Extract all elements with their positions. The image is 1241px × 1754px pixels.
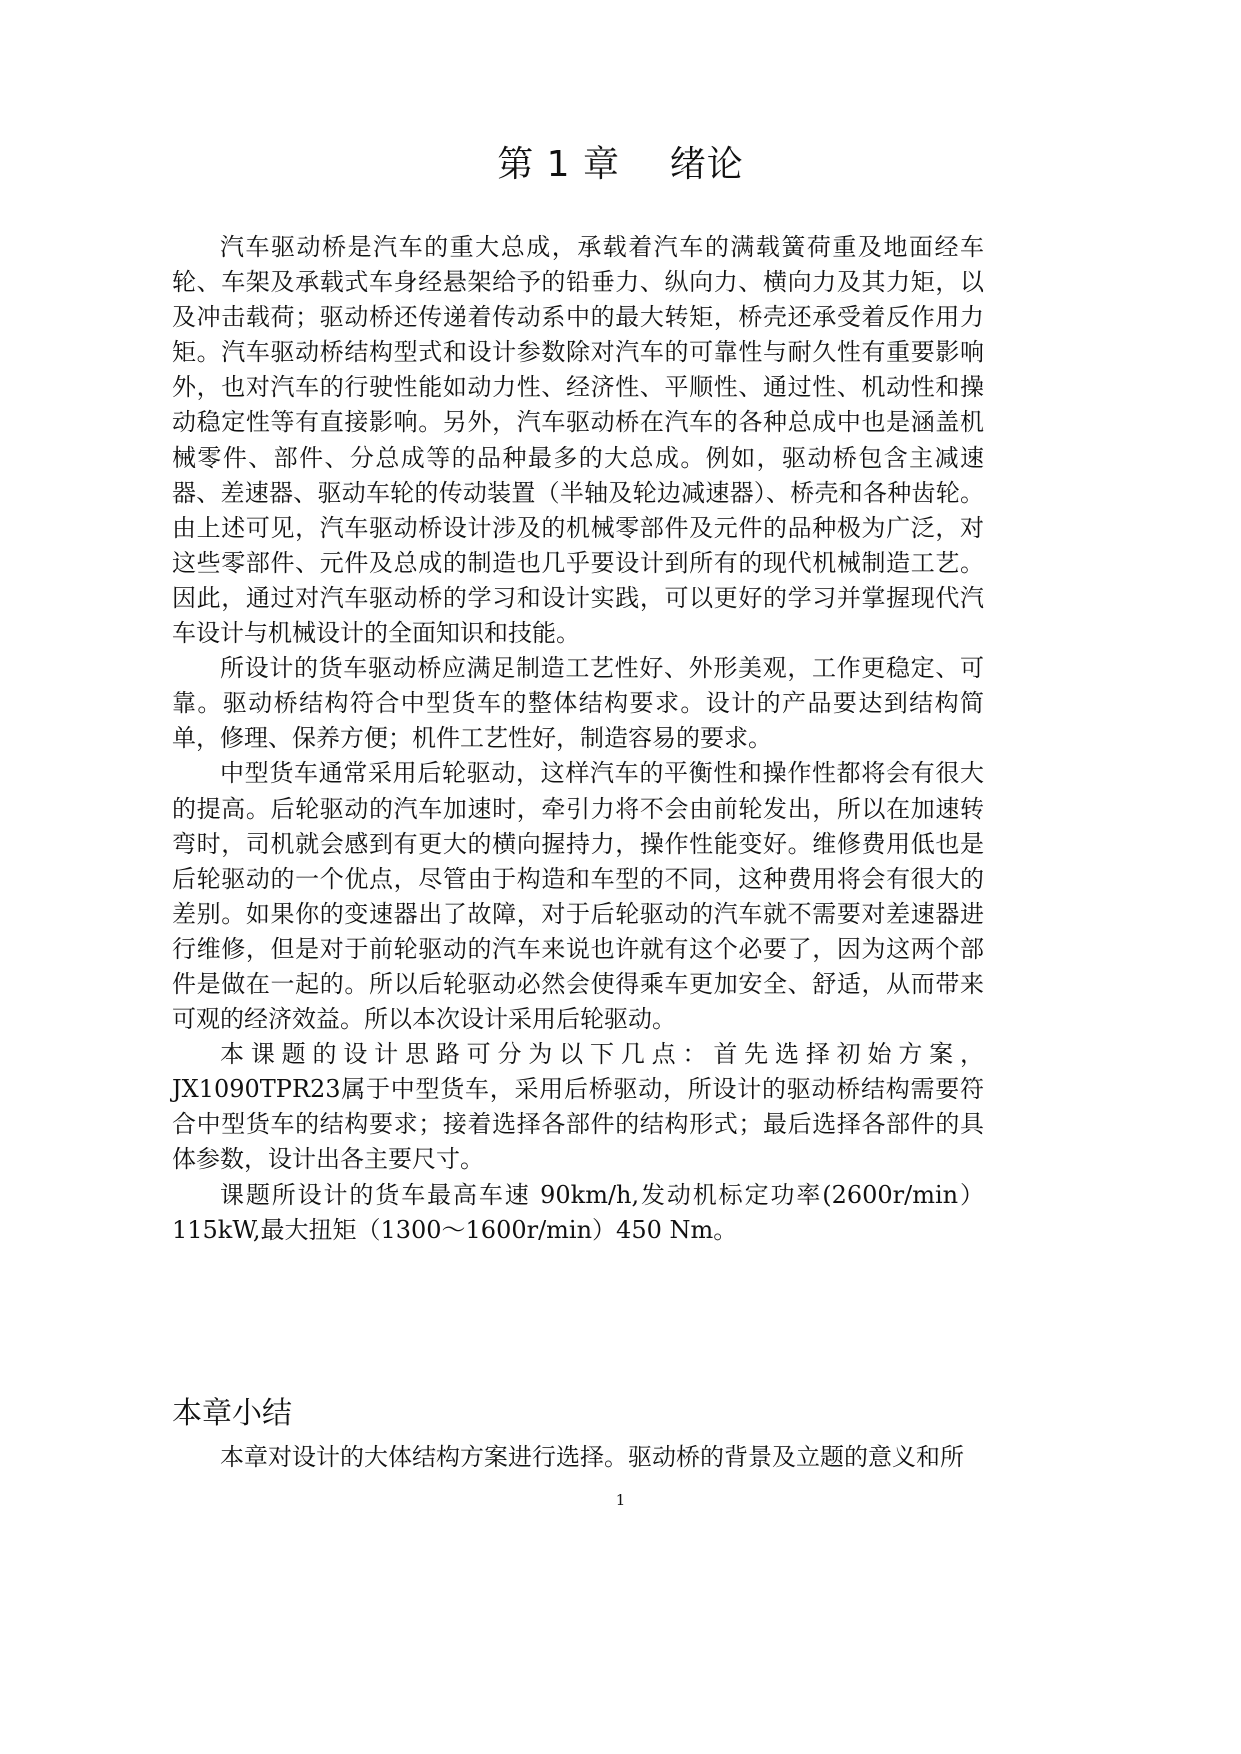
summary-text: 本章对设计的大体结构方案进行选择。驱动桥的背景及立题的意义和所 — [220, 1443, 964, 1471]
chapter-body — [172, 230, 984, 1248]
summary-heading: 本章小结 — [172, 1396, 292, 1431]
paragraph-2: 所设计的货车驱动桥应满足制造工艺性好、外形美观，工作更稳定、可靠。驱动桥结构符合中型货车的整体结构要求。设计的产品要达到结构简单，修理、保养方便；机件工艺性好，制造容易的要求。 — [172, 654, 984, 753]
paragraph-3: 中型货车通常采用后轮驱动，这样汽车的平衡性和操作性都将会有很大的提高。后轮驱动的汽车加速时，牵引力将不会由前轮发出，所以在加速转弯时，司机就会感到有更大的横向握持力，操作性能变好。维修费用低也是后轮驱动的一个优点，尽管由于构造和车型的不同，这种费用将会有很大的差别。如果你的变速器出了故障，对于后轮驱动的汽车就不需要对差速器进行维修，但是对于前轮驱动的汽车来说也许就有这个必要了，因为这两个部件是做在一起的。所以后轮驱动必然会使得乘车更加安全、舒适，从而带来可观的经济效益。所以本次设计采用后轮驱动。 — [172, 759, 984, 1034]
paragraph-4: 本课题的设计思路可分为以下几点：首先选择初始方案，JX1090TPR23属于中型货车，采用后桥驱动，所设计的驱动桥结构需要符合中型货车的结构要求；接着选择各部件的结构形式；最后选择各部件的具体参数，设计出各主要尺寸。 — [172, 1040, 984, 1174]
paragraph-5: 课题所设计的货车最高车速 90km/h,发动机标定功率(2600r/min）115kW,最大扭矩（1300～1600r/min）450 Nm。 — [172, 1180, 984, 1244]
paragraph-1: 汽车驱动桥是汽车的重大总成，承载着汽车的满载簧荷重及地面经车轮、车架及承载式车身经悬架给予的铅垂力、纵向力、横向力及其力矩，以及冲击载荷；驱动桥还传递着传动系中的最大转矩，桥壳还承受着反作用力矩。汽车驱动桥结构型式和设计参数除对汽车的可靠性与耐久性有重要影响外，也对汽车的行驶性能如动力性、经济性、平顺性、通过性、机动性和操动稳定性等有直接影响。另外，汽车驱动桥在汽车的各种总成中也是涵盖机械零件、部件、分总成等的品种最多的大总成。例如，驱动桥包含主减速器、差速器、驱动车轮的传动装置（半轴及轮边减速器）、桥壳和各种齿轮。由上述可见，汽车驱动桥设计涉及的机械零部件及元件的品种极为广泛，对这些零部件、元件及总成的制造也几乎要设计到所有的现代机械制造工艺。因此，通过对汽车驱动桥的学习和设计实践，可以更好的学习并掌握现代汽车设计与机械设计的全面知识和技能。 — [172, 233, 984, 648]
chapter-title: 第 1 章 绪论 — [497, 144, 744, 185]
page-number: 1 — [615, 1491, 626, 1509]
